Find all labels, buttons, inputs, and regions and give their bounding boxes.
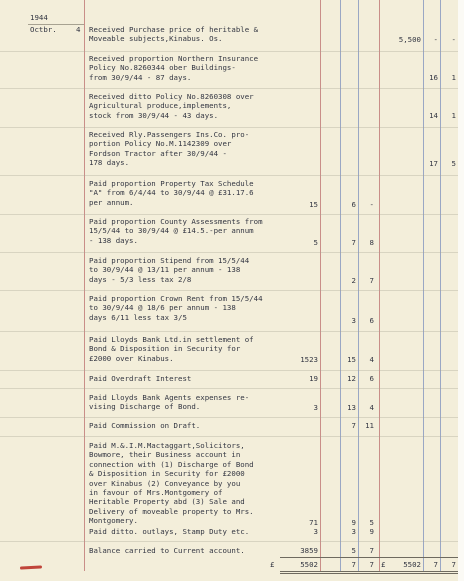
credit-pence: 5 — [451, 159, 456, 168]
row-rule — [0, 214, 458, 215]
debit-pounds: 15 — [309, 200, 318, 209]
credit-total-pounds: 5502 — [403, 560, 421, 569]
entry-text: Paid M.&.I.M.Mactaggart,Solicitors, Bowmore, their Business account in connection with (1) Discharge of Bond & Disposition in Security for £2000 over Kinabus (2) Conveyance by you in favour of Mrs.Montgomery of Heritable Property abd (3) Sale and Delivery of moveable property to Mrs. Montgomery. — [89, 441, 254, 526]
credit-pence-rule — [440, 0, 441, 571]
debit-shillings: 6 — [351, 200, 356, 209]
debit-pence: 5 — [369, 518, 374, 527]
debit-shillings: 9 — [351, 518, 356, 527]
debit-shillings: 15 — [347, 355, 356, 364]
debit-pence: - — [369, 200, 374, 209]
entry-text: Received proportion Northern Insurance Policy No.8260344 ober Buildings- from 30/9/44 - 87 days. — [89, 54, 259, 82]
credit-pence: 1 — [451, 73, 456, 82]
debit-shillings: 13 — [347, 403, 356, 412]
debit-pounds: 5 — [313, 238, 318, 247]
entry-text: Paid Overdraft Interest — [89, 374, 192, 383]
debit-shillings: 7 — [351, 238, 356, 247]
debit-pence: 4 — [369, 355, 374, 364]
debit-shillings: 12 — [347, 374, 356, 383]
debit-pounds: 71 — [309, 518, 318, 527]
row-rule — [0, 436, 458, 437]
debit-pence: 11 — [365, 421, 374, 430]
row-rule — [0, 252, 458, 253]
paper-edge — [458, 0, 464, 581]
total-double-rule — [280, 573, 458, 574]
row-rule — [0, 175, 458, 176]
row-rule — [0, 127, 458, 128]
debit-pounds: 1523 — [300, 355, 318, 364]
debit-shillings: 5 — [351, 546, 356, 555]
entry-text: Received ditto Policy No.8260308 over Agricultural produce,implements, stock from 30/9/44 - 43 days. — [89, 92, 254, 120]
row-rule — [0, 417, 458, 418]
credit-pence: - — [451, 35, 456, 44]
debit-pence: 9 — [369, 527, 374, 536]
total-double-rule — [280, 571, 458, 572]
debit-pounds: 3859 — [300, 546, 318, 555]
month-label: Octbr. — [30, 25, 57, 34]
entry-text: Paid proportion Property Tax Schedule "A" from 6/4/44 to 30/9/44 @ £31.17.6 per annum. — [89, 179, 254, 207]
debit-total-pence: 7 — [369, 560, 374, 569]
debit-pounds-rule — [320, 0, 321, 571]
entry-text: Paid proportion Crown Rent from 15/5/44 to 30/9/44 @ 18/6 per annum - 138 days 6/11 less tax 3/5 — [89, 294, 263, 322]
entry-text: Balance carried to Current account. — [89, 546, 245, 555]
year-label: 1944 — [30, 13, 48, 22]
row-rule — [0, 541, 458, 542]
debit-total-symbol: £ — [270, 560, 275, 569]
row-rule — [0, 370, 458, 371]
debit-pence: 6 — [369, 374, 374, 383]
entry-text: Received Purchase price of heritable & Moveable subjects,Kinabus. Os. — [89, 25, 259, 44]
row-rule — [0, 331, 458, 332]
debit-pence: 8 — [369, 238, 374, 247]
row-rule — [0, 388, 458, 389]
debit-total-shillings: 7 — [351, 560, 356, 569]
entry-text: Paid Commission on Draft. — [89, 421, 201, 430]
debit-shillings: 2 — [351, 276, 356, 285]
row-rule — [0, 88, 458, 89]
credit-total-symbol: £ — [381, 560, 386, 569]
entry-text: Paid Lloyds Bank Agents expenses re- vising Discharge of Bond. — [89, 393, 250, 412]
credit-pounds-rule — [379, 0, 380, 571]
credit-shillings: - — [433, 35, 438, 44]
debit-shillings: 3 — [351, 527, 356, 536]
debit-pounds: 3 — [313, 527, 318, 536]
total-top-rule — [280, 557, 458, 558]
debit-pounds: 3 — [313, 403, 318, 412]
debit-pounds: 19 — [309, 374, 318, 383]
debit-shillings: 7 — [351, 421, 356, 430]
debit-pence: 4 — [369, 403, 374, 412]
date-column-rule — [84, 0, 85, 571]
debit-pence-rule — [358, 0, 359, 571]
day-label: 4 — [76, 25, 81, 34]
entry-text: Paid proportion County Assessments from 15/5/44 to 30/9/44 @ £14.5.-per annum - 138 days. — [89, 217, 263, 245]
debit-pence: 6 — [369, 316, 374, 325]
credit-total-shillings: 7 — [433, 560, 438, 569]
credit-shillings: 17 — [429, 159, 438, 168]
entry-text: Paid ditto. outlays, Stamp Duty etc. — [89, 527, 250, 536]
row-rule — [0, 51, 458, 52]
credit-total-pence: 7 — [451, 560, 456, 569]
debit-shillings-rule — [340, 0, 341, 571]
credit-pounds: 5,500 — [398, 35, 421, 44]
credit-shillings-rule — [423, 0, 424, 571]
credit-shillings: 14 — [429, 111, 438, 120]
credit-pence: 1 — [451, 111, 456, 120]
debit-total-pounds: 5502 — [300, 560, 318, 569]
entry-text: Paid proportion Stipend from 15/5/44 to 30/9/44 @ 13/11 per annum - 138 days - 5/3 less tax 2/8 — [89, 256, 250, 284]
red-ink-mark — [20, 565, 42, 569]
credit-shillings: 16 — [429, 73, 438, 82]
entry-text: Paid Lloyds Bank Ltd.in settlement of Bond & Disposition in Security for £2000 over Kinabus. — [89, 335, 254, 363]
row-rule — [0, 290, 458, 291]
debit-shillings: 3 — [351, 316, 356, 325]
entry-text: Received Rly.Passengers Ins.Co. pro- portion Policy No.M.1142309 over Fordson Tractor after 30/9/44 - 178 days. — [89, 130, 250, 168]
debit-pence: 7 — [369, 276, 374, 285]
debit-pence: 7 — [369, 546, 374, 555]
